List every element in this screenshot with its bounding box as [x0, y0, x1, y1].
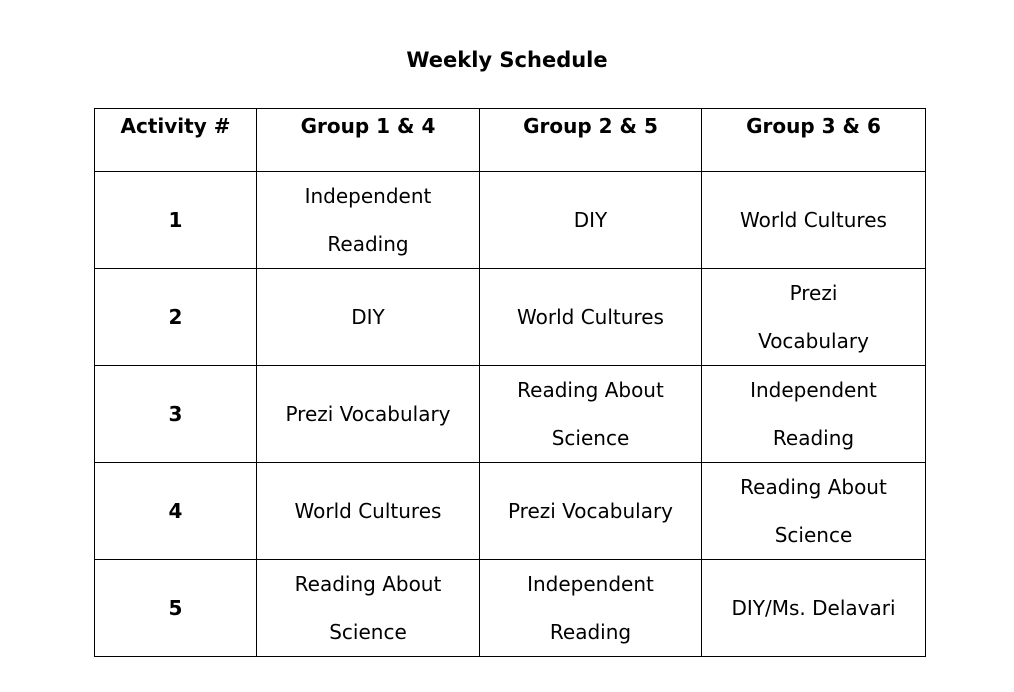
- table-cell: World Cultures: [257, 463, 480, 560]
- page-title: Weekly Schedule: [406, 48, 608, 72]
- table-cell: World Cultures: [480, 269, 702, 366]
- header-group-1-4: Group 1 & 4: [257, 109, 480, 172]
- table-cell: Reading About Science: [480, 366, 702, 463]
- header-group-3-6: Group 3 & 6: [702, 109, 926, 172]
- header-activity: Activity #: [95, 109, 257, 172]
- activity-number: 2: [95, 269, 257, 366]
- table-row: [95, 172, 926, 269]
- table-row: [95, 560, 926, 657]
- table-cell: Independent Reading: [480, 560, 702, 657]
- header-row: [95, 109, 926, 172]
- activity-number: 4: [95, 463, 257, 560]
- table-cell: World Cultures: [702, 172, 926, 269]
- table-cell: Prezi Vocabulary: [257, 366, 480, 463]
- table-cell: DIY: [480, 172, 702, 269]
- table-cell: Prezi Vocabulary: [480, 463, 702, 560]
- table-cell: Reading About Science: [257, 560, 480, 657]
- activity-number: 3: [95, 366, 257, 463]
- table-cell: Reading About Science: [702, 463, 926, 560]
- header-group-2-5: Group 2 & 5: [480, 109, 702, 172]
- schedule-table: [94, 108, 926, 657]
- table-cell: Independent Reading: [257, 172, 480, 269]
- table-row: [95, 269, 926, 366]
- table-row: [95, 366, 926, 463]
- table-cell: Independent Reading: [702, 366, 926, 463]
- table-cell: DIY: [257, 269, 480, 366]
- table-cell: DIY/Ms. Delavari: [702, 560, 926, 657]
- activity-number: 1: [95, 172, 257, 269]
- activity-number: 5: [95, 560, 257, 657]
- table-cell: Prezi Vocabulary: [702, 269, 926, 366]
- table-row: [95, 463, 926, 560]
